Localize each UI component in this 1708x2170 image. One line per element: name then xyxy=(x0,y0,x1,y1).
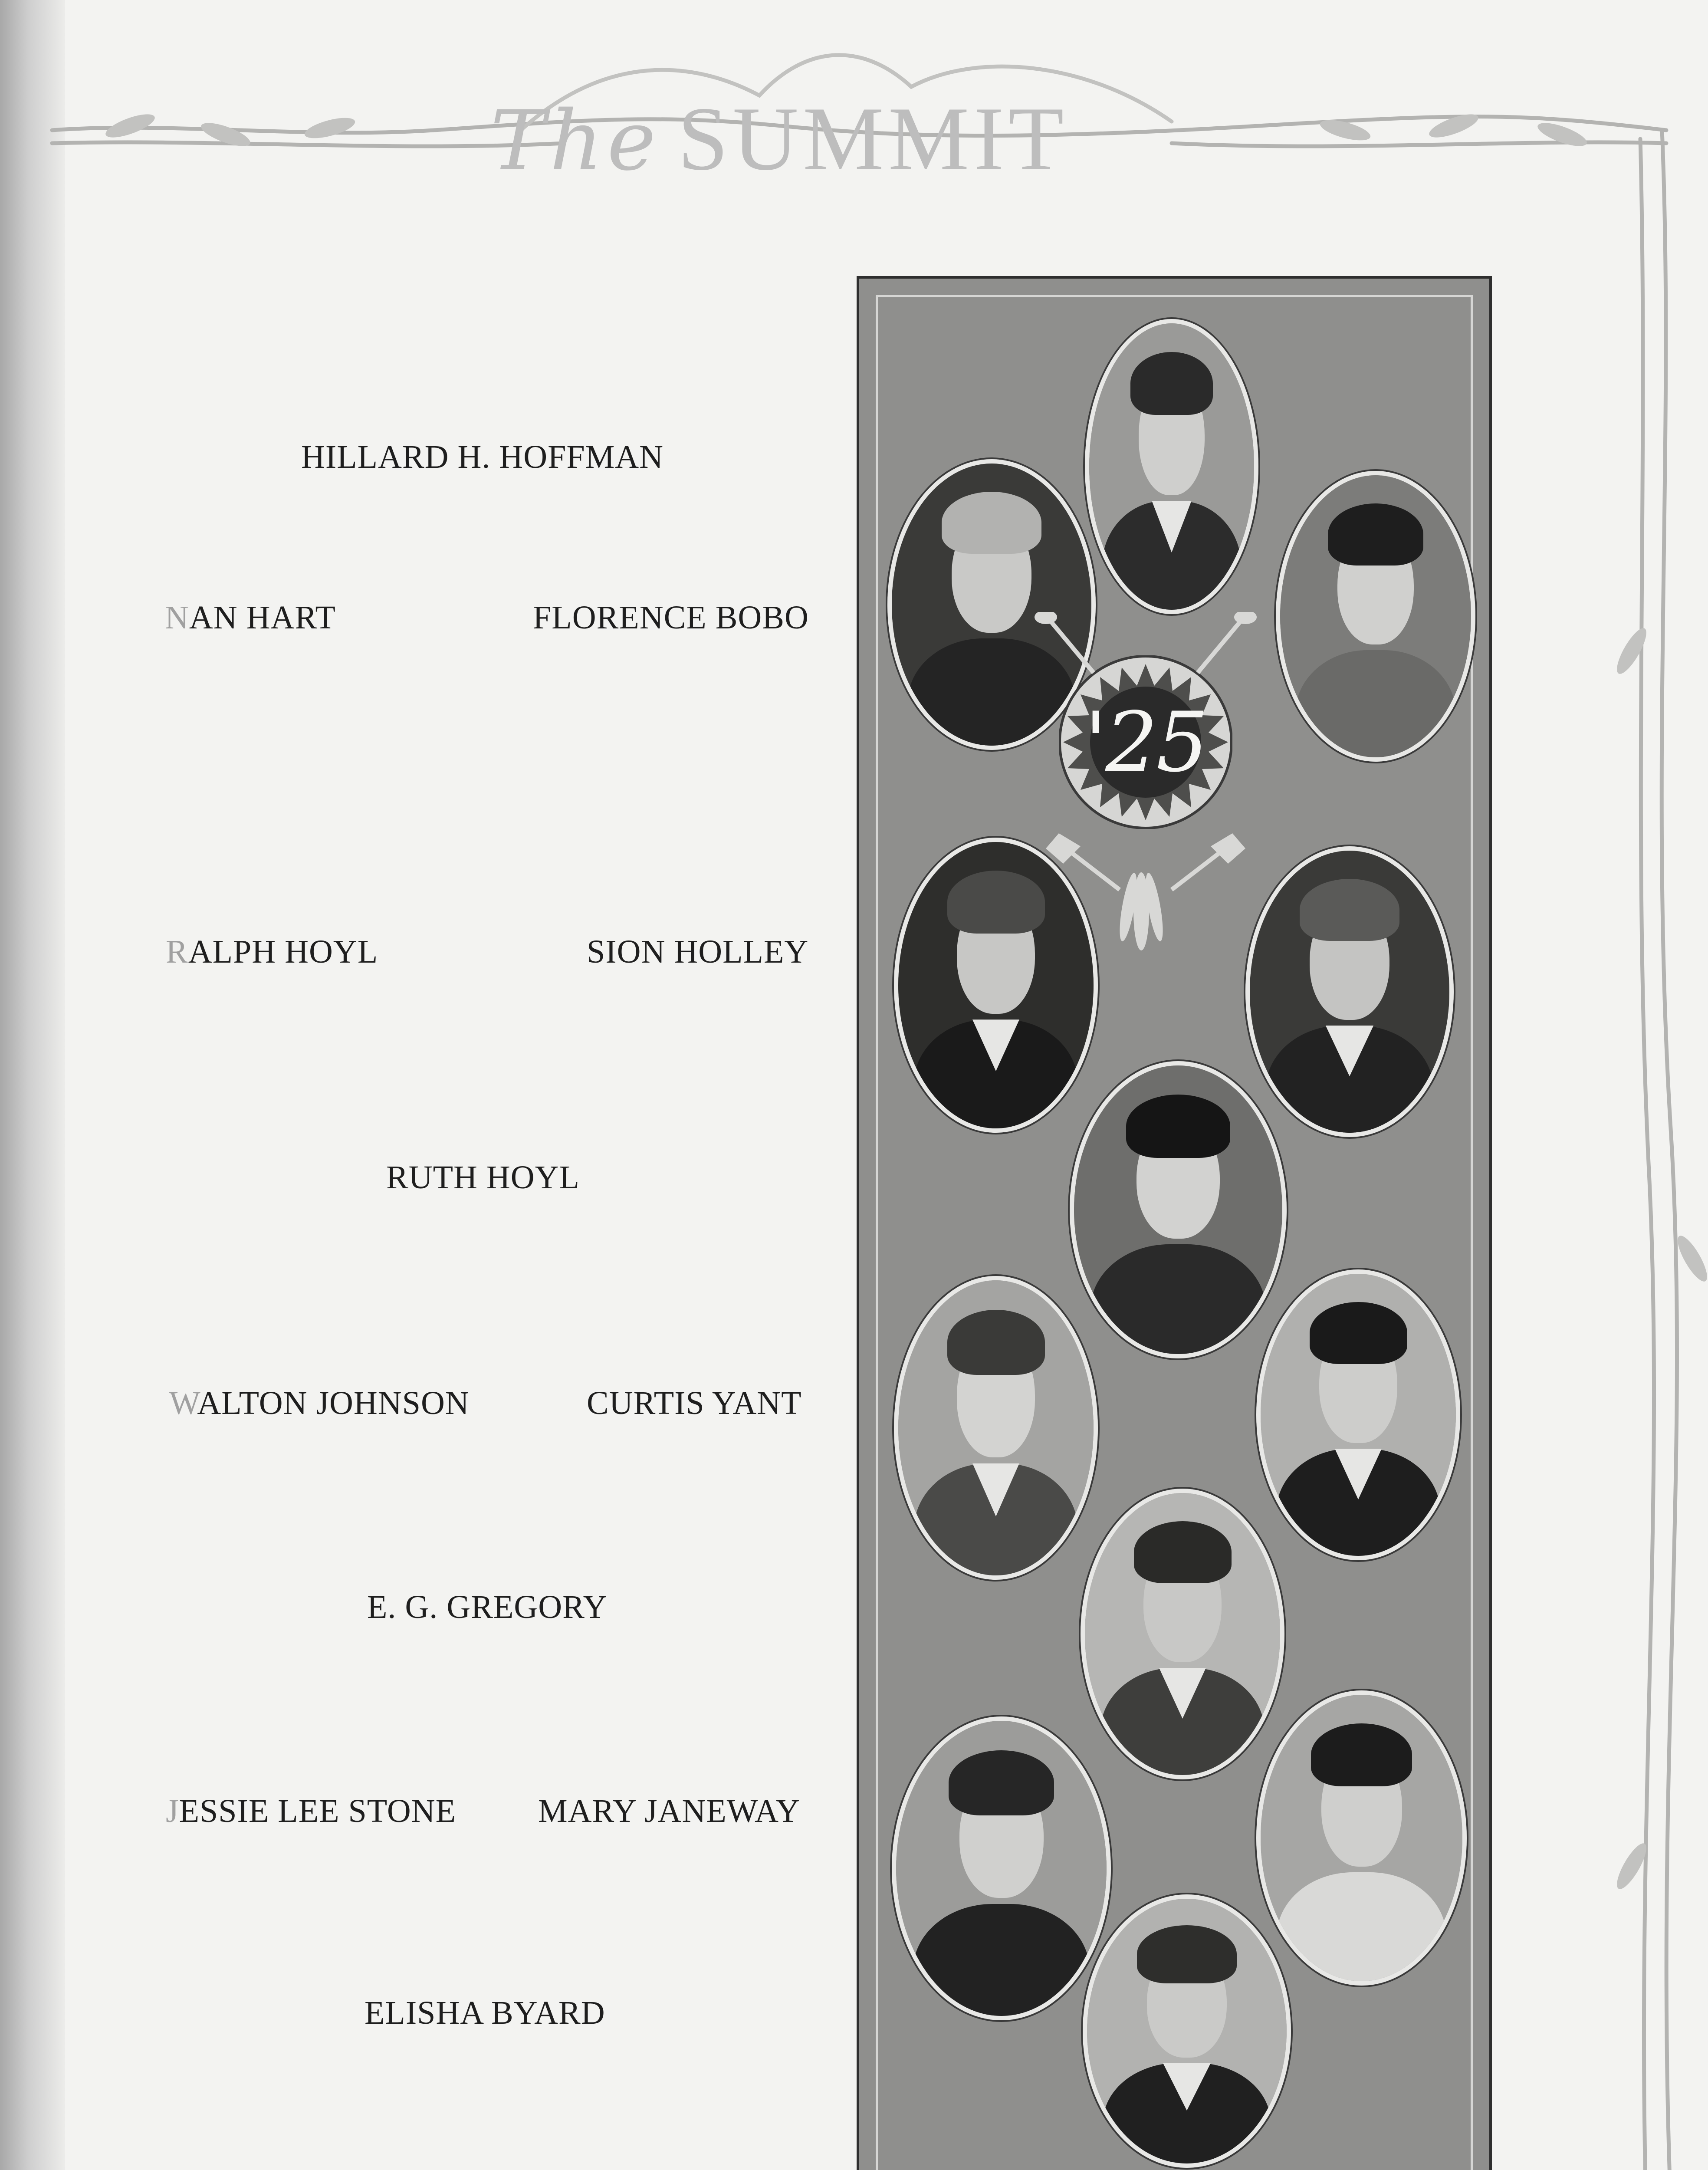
name-elisha-byard: ELISHA BYARD xyxy=(365,1995,605,2031)
crossed-torches-icon xyxy=(1033,612,1258,950)
header-summit: SUMMIT xyxy=(677,89,1068,189)
portrait-curtis-yant xyxy=(1256,1269,1460,1560)
name-eg-gregory: E. G. GREGORY xyxy=(367,1589,608,1625)
name-nan-hart: NAN HART xyxy=(165,599,336,636)
portrait-walton-johnson xyxy=(894,1276,1098,1580)
portrait-ruth-hoyl xyxy=(1070,1061,1287,1358)
class-year-text: '25 xyxy=(1084,694,1207,790)
name-mary-janeway: MARY JANEWAY xyxy=(538,1793,800,1829)
portrait-elisha-byard xyxy=(1083,1894,1291,2168)
portrait-mary-janeway xyxy=(1256,1690,1467,1986)
yearbook-header-title xyxy=(490,87,1068,191)
name-hillard-hoffman: HILLARD H. HOFFMAN xyxy=(301,439,664,475)
header-the: The xyxy=(490,93,660,189)
portrait-eg-gregory xyxy=(1081,1489,1284,1779)
name-florence-bobo: FLORENCE BOBO xyxy=(533,599,809,636)
portrait-florence-bobo xyxy=(1276,471,1475,762)
name-sion-holley: SION HOLLEY xyxy=(587,934,809,970)
name-jessie-lee-stone: JESSIE LEE STONE xyxy=(166,1793,457,1829)
name-ralph-hoyl: RALPH HOYL xyxy=(166,934,378,970)
name-curtis-yant: CURTIS YANT xyxy=(587,1385,802,1421)
portrait-jessie-lee-stone xyxy=(892,1716,1111,2020)
portrait-hoffman xyxy=(1085,319,1258,614)
name-walton-johnson: WALTON JOHNSON xyxy=(169,1385,470,1421)
name-ruth-hoyl: RUTH HOYL xyxy=(386,1159,580,1196)
